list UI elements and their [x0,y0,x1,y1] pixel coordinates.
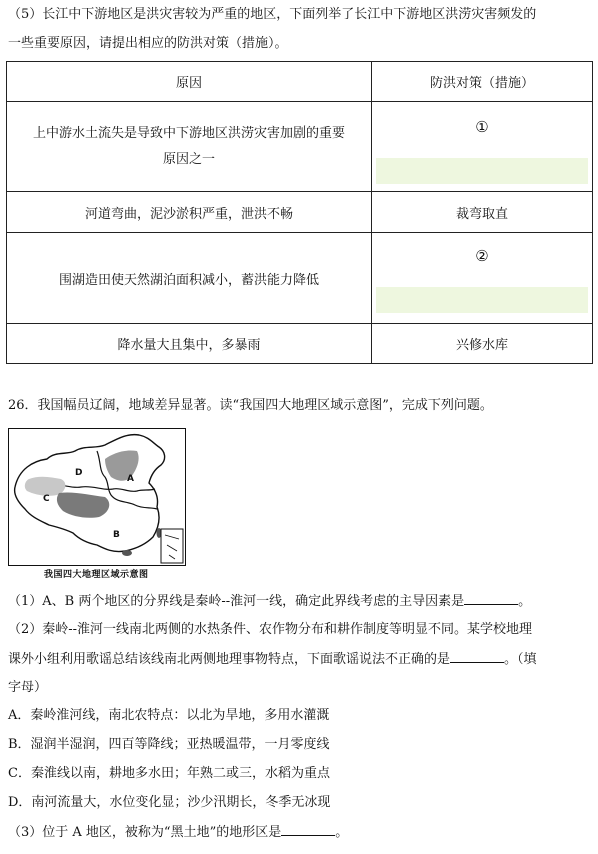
answer-blank-1[interactable] [464,590,518,605]
question-26-3-end: 。 [335,825,349,840]
question-5-line-2: 一些重要原因，请提出相应的防洪对策（措施）。 [8,36,288,51]
answer-blank-3[interactable] [281,821,335,836]
china-regions-map [8,428,186,566]
question-26-2-line-2 [8,648,537,671]
reason-text-line-2: 原因之一 [162,151,215,167]
question-26-3-text: （3）位于 A 地区，被称为“黑土地”的地形区是 [8,825,282,840]
question-26-1-text: （1）A、B 两个地区的分界线是秦岭--淮河一线，确定此界线考虑的主导因素是 [8,594,465,609]
map-label-c: C [43,494,50,504]
table-row [7,192,593,233]
measure-cell [372,102,593,192]
table-row [7,102,593,192]
reason-cell: 河道弯曲，泥沙淤积严重，泄洪不畅 [7,192,372,233]
reason-cell: 降水量大且集中，多暴雨 [7,324,372,364]
question-26-intro: 26．我国幅员辽阔，地域差异显著。读“我国四大地理区域示意图”，完成下列问题。 [8,398,493,413]
measure-cell [372,233,593,324]
question-5-line-1: （5）长江中下游地区是洪灾害较为严重的地区，下面列举了长江中下游地区洪涝灾害频发的 [8,7,537,22]
measure-cell: 裁弯取直 [372,192,593,233]
question-26-2-line-3: 字母） [8,680,48,695]
reason-cell: 围湖造田使天然湖泊面积减小，蓄洪能力降低 [7,233,372,324]
flood-measures-table [6,61,593,364]
question-26-1 [8,590,531,613]
option-b: B．湿润半湿润，四百等降线；亚热暖温带，一月零度线 [8,737,330,752]
header-reason: 原因 [7,62,372,102]
reason-text-line-1: 上中游水土流失是导致中下游地区洪涝灾害加剧的重要 [32,125,345,141]
header-measure: 防洪对策（措施） [372,62,593,102]
table-header-row [7,62,593,102]
option-a: A．秦岭淮河线，南北农特点：以北为旱地，多用水灌溉 [8,708,330,723]
map-label-a: A [127,474,134,484]
map-drawing [9,429,185,565]
table-row [7,233,593,324]
answer-marker-1: ① [475,118,489,136]
answer-input-1[interactable] [376,158,588,184]
question-26-1-end: 。 [518,594,532,609]
map-label-d: D [75,468,83,478]
option-c: C．秦淮线以南，耕地多水田；年熟二或三，水稻为重点 [8,766,330,781]
map-caption: 我国四大地理区域示意图 [44,570,149,580]
option-d: D．南河流量大，水位变化显；沙少汛期长，冬季无冰现 [8,795,331,810]
measure-cell: 兴修水库 [372,324,593,364]
reason-cell [7,102,372,192]
table-row [7,324,593,364]
map-label-b: B [113,530,120,540]
answer-blank-2[interactable] [450,648,504,663]
question-26-2-end: 。（填 [504,652,537,667]
answer-marker-2: ② [475,247,489,265]
question-26-3 [8,821,348,844]
answer-input-2[interactable] [376,287,588,313]
question-26-2-line-1: （2）秦岭--淮河一线南北两侧的水热条件、农作物分布和耕作制度等明显不同。某学校地理 [8,622,533,637]
question-26-2-text: 课外小组利用歌谣总结该线南北两侧地理事物特点，下面歌谣说法不正确的是 [8,652,451,667]
